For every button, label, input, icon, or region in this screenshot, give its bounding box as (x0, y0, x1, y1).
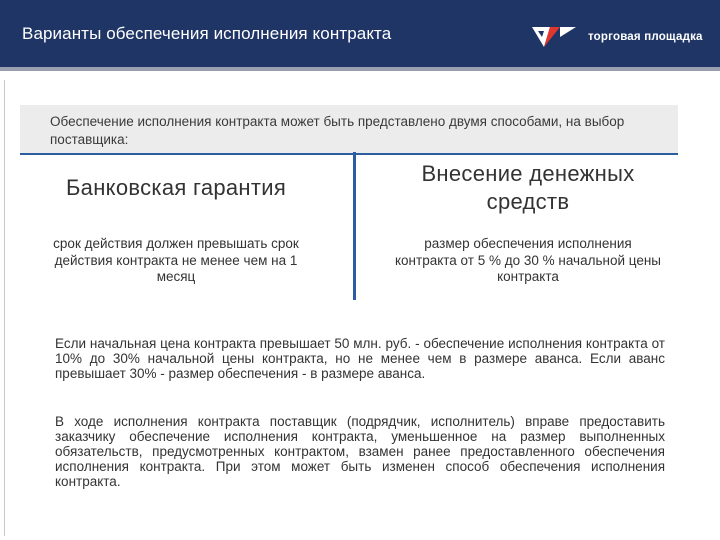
column-divider (353, 152, 356, 300)
option-cash-deposit (392, 160, 664, 286)
paragraph-reduction-rule: В ходе исполнения контракта поставщик (подрядчик, исполнитель) вправе предоставить заказчику обеспечение исполнения контракта, уменьшенное на размер выполненных обязательств, предусмотренных контрактом, взамен ранее предоставленного обеспечения исполнения контракта. При этом может быть изменен способ обеспечения исполнения контракта. (55, 414, 665, 489)
intro-text: Обеспечение исполнения контракта может быть представлено двумя способами, на выбор поставщика: (50, 114, 625, 147)
option-title: Внесение денежных средств (421, 161, 635, 214)
option-bank-guarantee (40, 160, 312, 286)
logo-mark-icon (530, 23, 580, 51)
slide-title: Варианты обеспечения исполнения контракта (22, 24, 392, 43)
logo-text: торговая площадка (588, 31, 703, 43)
slide-header (0, 0, 720, 67)
option-description: срок действия должен превышать срок действия контракта не менее чем на 1 месяц (53, 236, 299, 284)
left-margin-rule (4, 80, 5, 536)
intro-box (20, 105, 678, 155)
platform-logo (530, 23, 703, 51)
option-description: размер обеспечения исполнения контракта от 5 % до 30 % начальной цены контракта (394, 236, 661, 284)
option-title: Банковская гарантия (65, 175, 287, 200)
header-divider (0, 67, 720, 71)
paragraph-advance-rule: Если начальная цена контракта превышает 50 млн. руб. - обеспечение исполнения контракта от 10% до 30% начальной цены контракта, но не менее чем в размере аванса. Если аванс превышает 30% - размер обеспечения - в размере аванса. (55, 336, 665, 381)
